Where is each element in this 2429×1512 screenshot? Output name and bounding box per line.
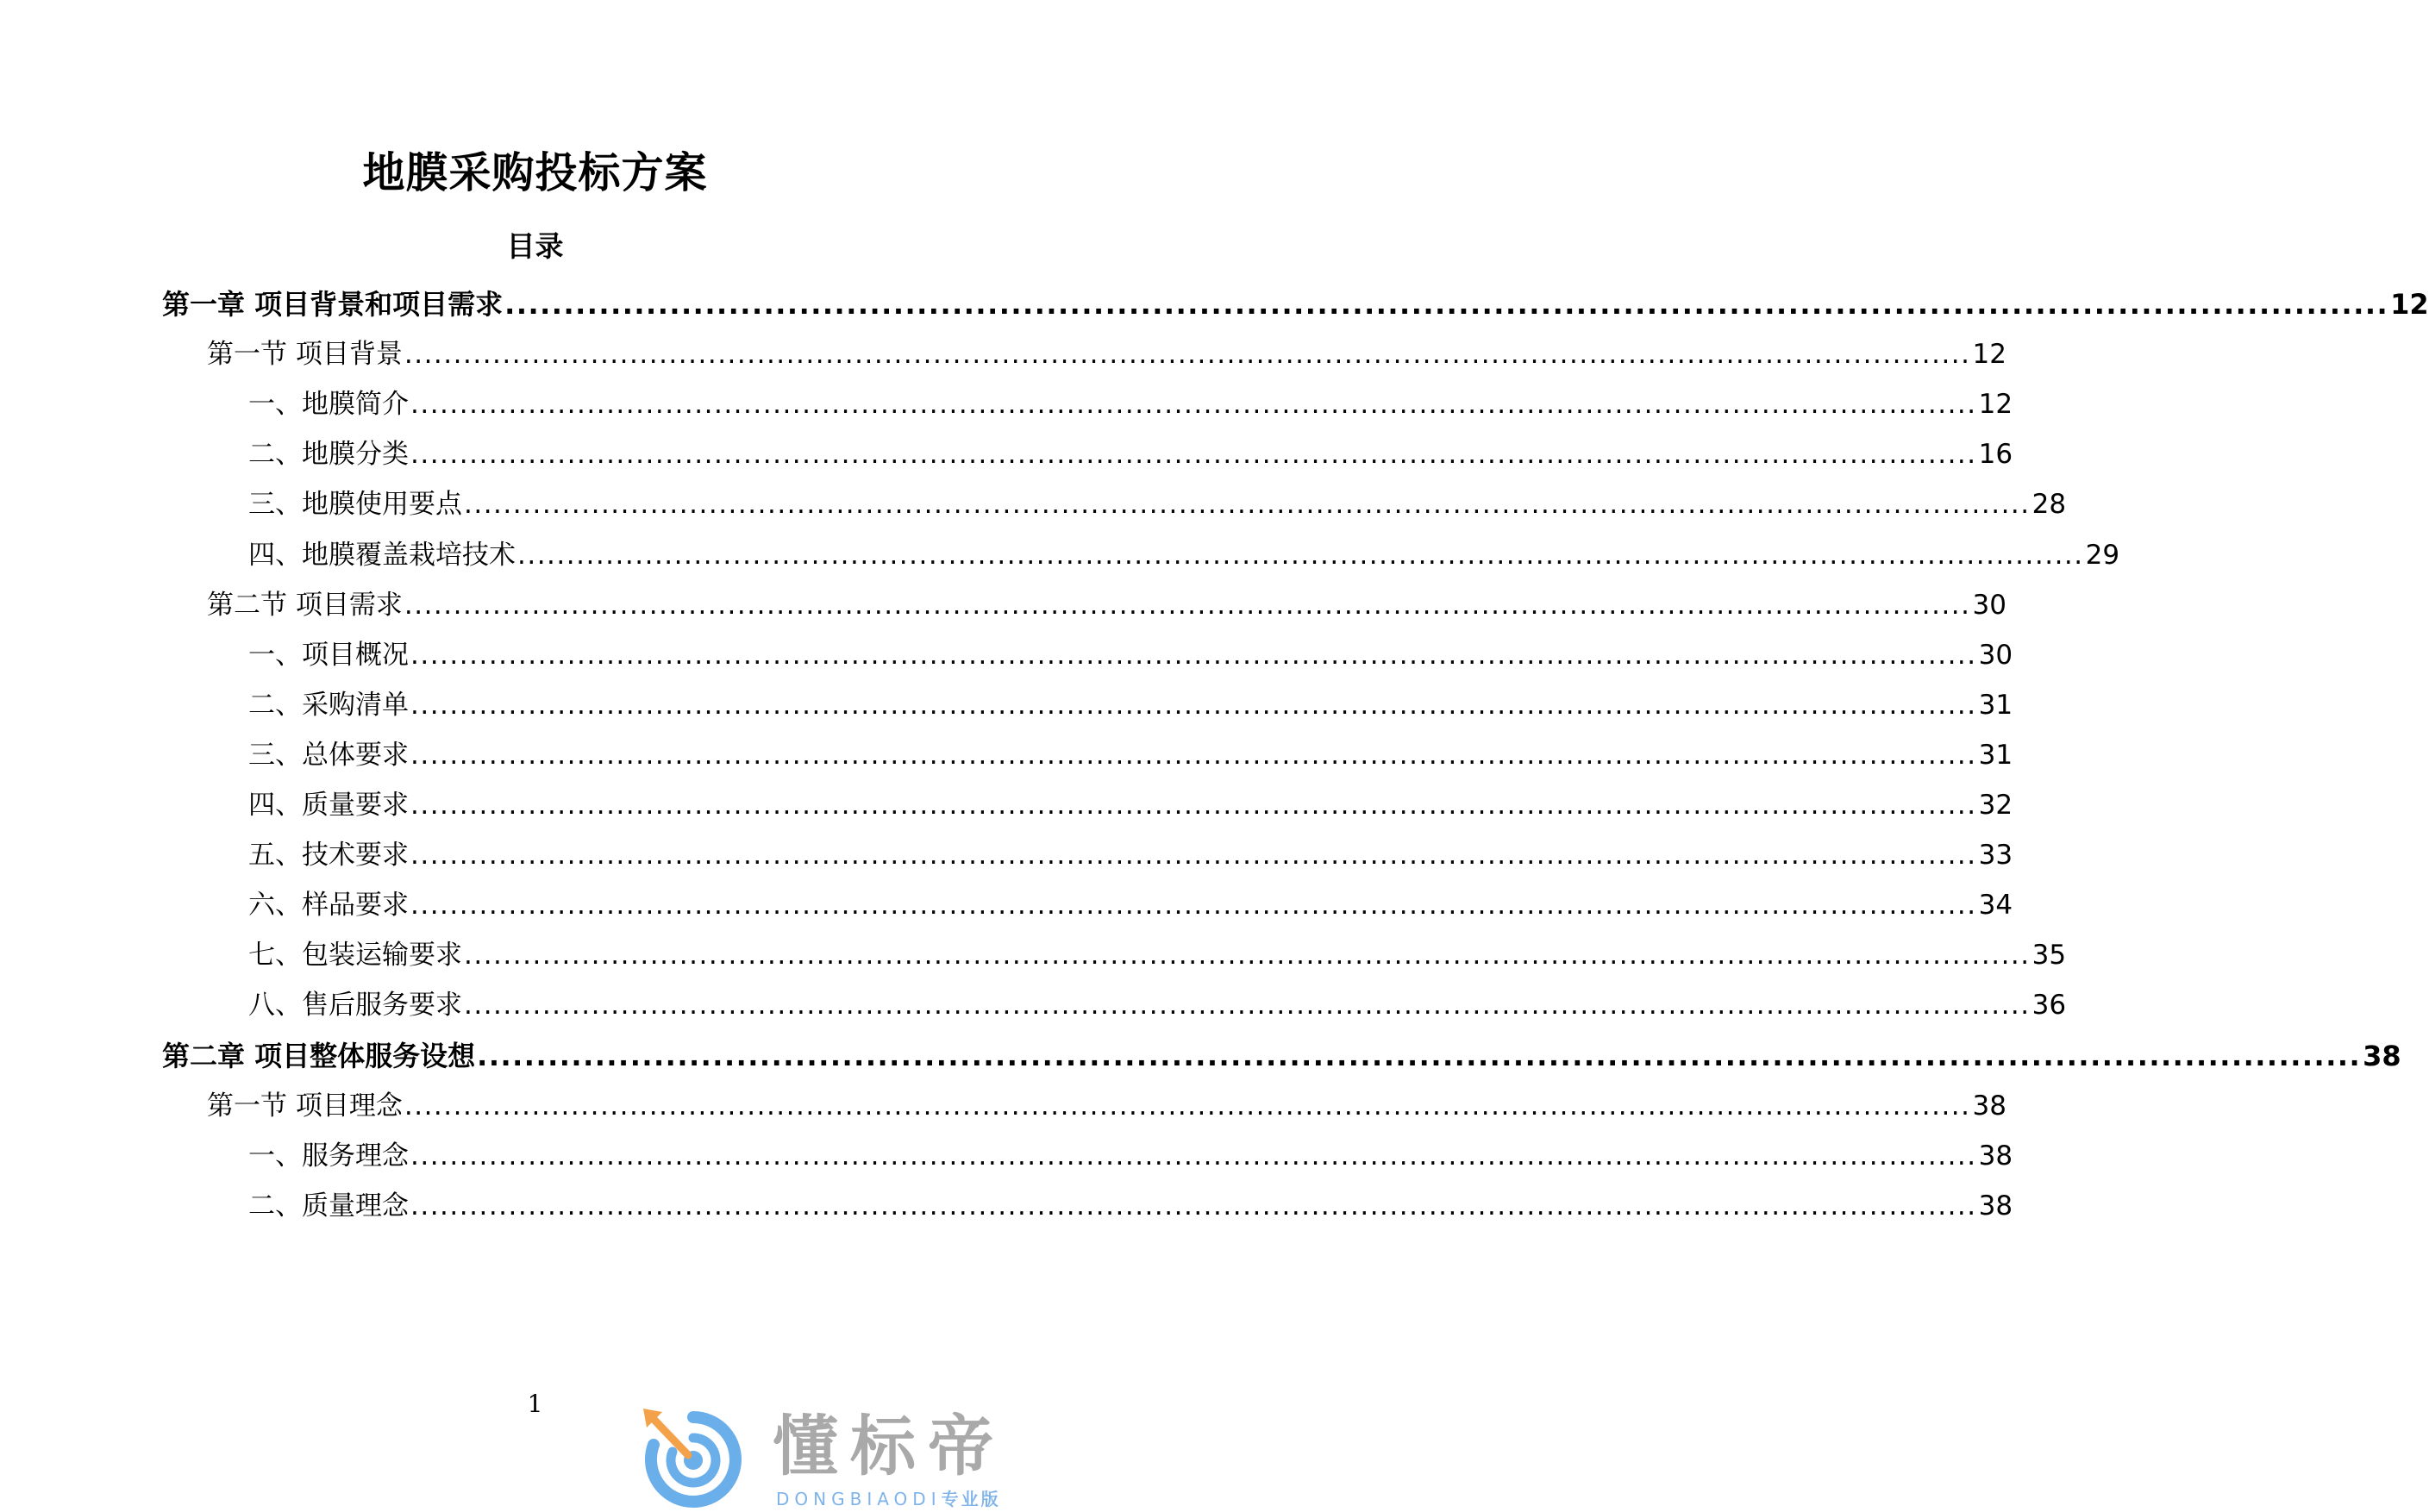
toc-entry-text: 第二节 项目需求 (207, 589, 403, 621)
toc-entry-text: 五、技术要求 (248, 840, 409, 872)
toc-entry[interactable] (248, 834, 2013, 877)
toc-entry-page: 35 (2031, 940, 2067, 972)
toc-entry-page: 38 (2363, 1039, 2401, 1072)
toc-leader-dots: ................................................................................................................................................................ (410, 439, 1977, 471)
toc-entry-text: 第一章 项目背景和项目需求 (162, 288, 504, 321)
toc-leader-dots: ................................................................................................................................................................ (517, 539, 2084, 571)
toc-entry[interactable] (248, 1134, 2013, 1178)
toc-leader-dots: ................................................................................................................................................................ (410, 689, 1977, 721)
toc-entry-page: 38 (1978, 1190, 2013, 1221)
toc-entry-text: 八、售后服务要求 (248, 990, 462, 1022)
toc-entry[interactable] (207, 333, 2006, 376)
toc-entry[interactable] (248, 934, 2067, 977)
toc-leader-dots: ................................................................................................................................................................ (504, 288, 2389, 321)
watermark-latin: DONGBIAODI (776, 1489, 942, 1509)
toc-entry-text: 七、包装运输要求 (248, 940, 462, 972)
toc-entry-page: 30 (1972, 589, 2006, 621)
toc-leader-dots: ................................................................................................................................................................ (410, 1190, 1977, 1221)
toc-entry[interactable] (207, 584, 2006, 627)
toc-entry[interactable] (162, 1034, 2401, 1078)
toc-leader-dots: ................................................................................................................................................................ (410, 389, 1977, 421)
toc-entry-text: 一、服务理念 (248, 1140, 409, 1171)
target-arrow-logo-icon (642, 1407, 745, 1512)
toc-entry[interactable] (248, 634, 2013, 677)
toc-entry-page: 30 (1978, 639, 2013, 671)
toc-entry[interactable] (248, 784, 2013, 827)
toc-leader-dots: ................................................................................................................................................................ (410, 1140, 1977, 1171)
toc-entry-text: 二、地膜分类 (248, 439, 409, 471)
toc-entry-page: 12 (2390, 288, 2429, 321)
toc-leader-dots: ................................................................................................................................................................ (410, 790, 1977, 821)
toc-entry[interactable] (248, 734, 2013, 777)
toc-entry-page: 34 (1978, 890, 2013, 922)
watermark-subtitle (776, 1490, 1001, 1508)
toc-entry-page: 36 (2031, 990, 2067, 1022)
toc-leader-dots: ................................................................................................................................................................ (477, 1039, 2362, 1072)
toc-leader-dots: ................................................................................................................................................................ (410, 639, 1977, 671)
toc-entry[interactable] (248, 1184, 2013, 1228)
toc-leader-dots: ................................................................................................................................................................ (410, 840, 1977, 872)
document-title: 地膜采购投标方案 (362, 148, 708, 197)
toc-entry[interactable] (248, 884, 2013, 927)
toc-leader-dots: ................................................................................................................................................................ (404, 1090, 1971, 1122)
toc-entry-text: 一、项目概况 (248, 639, 409, 671)
toc-entry-page: 29 (2085, 539, 2120, 571)
toc-entry-text: 四、质量要求 (248, 790, 409, 821)
toc-heading: 目录 (506, 229, 564, 263)
toc-entry-text: 三、总体要求 (248, 739, 409, 771)
toc-entry-text: 二、质量理念 (248, 1190, 409, 1221)
toc-entry-text: 第一节 项目背景 (207, 339, 403, 371)
toc-entry-page: 28 (2031, 489, 2067, 521)
toc-entry-text: 四、地膜覆盖栽培技术 (248, 539, 516, 571)
toc-entry[interactable] (248, 483, 2067, 526)
toc-leader-dots: ................................................................................................................................................................ (464, 990, 2031, 1022)
toc-leader-dots: ................................................................................................................................................................ (410, 739, 1977, 771)
toc-leader-dots: ................................................................................................................................................................ (404, 589, 1971, 621)
toc-leader-dots: ................................................................................................................................................................ (404, 339, 1971, 371)
toc-entry-text: 三、地膜使用要点 (248, 489, 462, 521)
toc-entry[interactable] (248, 684, 2013, 727)
page-number: 1 (527, 1390, 543, 1418)
toc-entry[interactable] (207, 1084, 2006, 1128)
toc-entry[interactable] (248, 534, 2120, 577)
toc-entry[interactable] (162, 283, 2429, 326)
toc-entry-page: 31 (1978, 689, 2013, 721)
toc-entry-page: 32 (1978, 790, 2013, 821)
toc-entry[interactable] (248, 383, 2013, 426)
toc-entry-page: 12 (1972, 339, 2006, 371)
toc-leader-dots: ................................................................................................................................................................ (410, 890, 1977, 922)
toc-entry-text: 一、地膜简介 (248, 389, 409, 421)
watermark (642, 1407, 1070, 1512)
toc-entry-page: 33 (1978, 840, 2013, 872)
toc-entry-text: 二、采购清单 (248, 689, 409, 721)
toc-entry-page: 38 (1972, 1090, 2006, 1122)
toc-entry-page: 38 (1978, 1140, 2013, 1171)
toc-leader-dots: ................................................................................................................................................................ (464, 940, 2031, 972)
toc-entry[interactable] (248, 984, 2067, 1027)
toc-entry-text: 六、样品要求 (248, 890, 409, 922)
toc-leader-dots: ................................................................................................................................................................ (464, 489, 2031, 521)
toc-entry-page: 31 (1978, 739, 2013, 771)
watermark-edition: 专业版 (941, 1489, 1001, 1509)
toc-entry[interactable] (248, 433, 2013, 476)
toc-entry-text: 第二章 项目整体服务设想 (162, 1039, 476, 1072)
toc-entry-page: 12 (1978, 389, 2013, 421)
watermark-brand: 懂标帝 (773, 1408, 1005, 1484)
toc-entry-text: 第一节 项目理念 (207, 1090, 403, 1122)
toc-entry-page: 16 (1978, 439, 2013, 471)
